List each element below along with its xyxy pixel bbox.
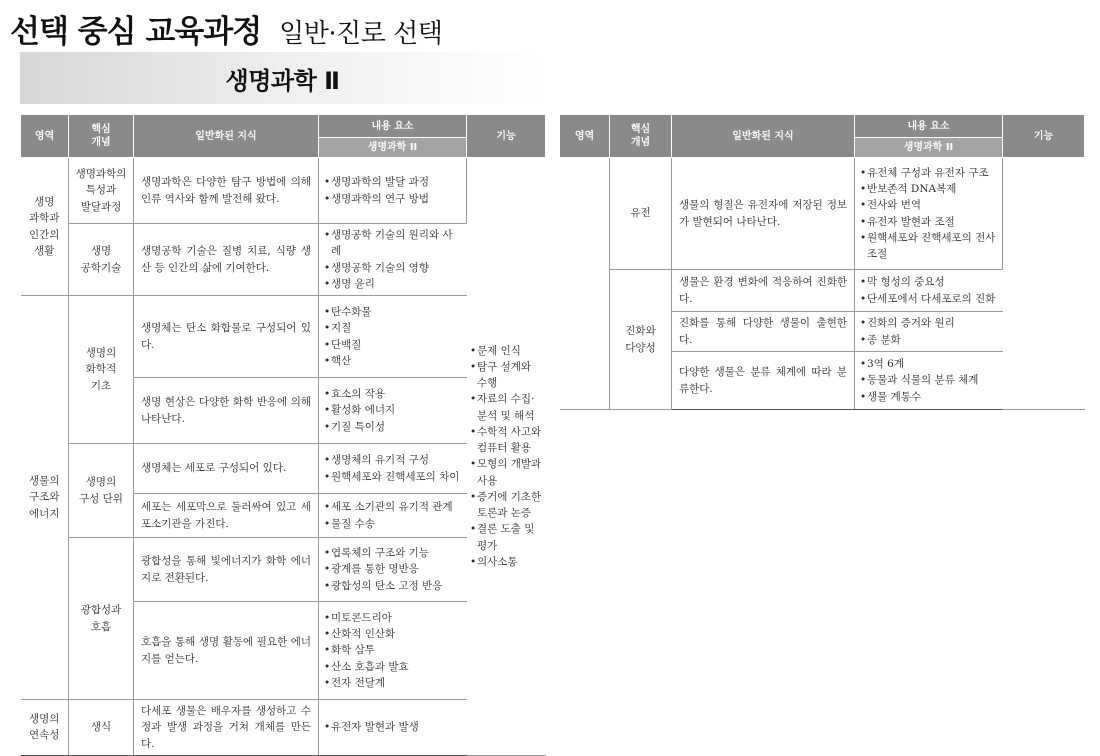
header-content-sub: 생명과학 II [855,138,1003,158]
list-item: • 핵산 [324,353,462,369]
knowledge-cell: 생명체는 세포로 구성되어 있다. [134,444,319,494]
concept-cell: 생명의 화학적 기초 [69,296,134,444]
list-item: • 물질 수송 [324,516,462,532]
list-item: • 미토콘드리아 [324,610,462,626]
list-item: • 생명과학의 연구 방법 [324,191,461,207]
knowledge-cell: 진화를 통해 다양한 생물이 출현한다. [672,312,855,352]
list-item: • 화학 삼투 [324,642,462,658]
list-item: • 반보존적 DNA복제 [860,181,997,197]
list-item: • 진화의 증거와 원리 [860,315,998,331]
list-item: • 지질 [324,320,462,336]
skill-item: • 수학적 사고와 컴퓨터 활용 [470,424,543,457]
list-item: • 광합성의 탄소 고정 반응 [324,578,462,594]
concept-cell: 생명 공학기술 [69,224,134,296]
knowledge-cell: 다세포 생물은 배우자를 생성하고 수정과 발생 과정을 거쳐 개체를 만든다. [134,700,319,756]
domain-cell [560,158,610,410]
curriculum-table-right [559,114,1085,410]
domain-cell: 생명 과학과 인간의 생활 [21,158,69,296]
knowledge-cell: 생명체는 탄소 화합물로 구성되어 있다. [134,296,319,378]
concept-cell: 생명의 구성 단위 [69,444,134,538]
list-item: • 활성화 에너지 [324,402,462,418]
subject-title: 생명과학 Ⅱ [225,67,340,95]
skills-cell [467,158,546,756]
knowledge-cell: 생명과학은 다양한 탐구 방법에 의해 인류 역사와 함께 발전해 왔다. [134,158,319,224]
list-item: • 단세포에서 다세포로의 진화 [860,291,998,307]
header-core-concept: 핵심 개념 [610,115,672,158]
page-title-sub: 일반·진로 선택 [279,19,443,49]
list-item: • 막 형성의 중요성 [860,274,998,290]
list-item: • 유전자 발현과 조절 [860,214,997,230]
subject-banner [20,52,545,104]
elements-cell [319,602,467,700]
knowledge-cell: 생명공학 기술은 질병 치료, 식량 생산 등 인간의 삶에 기여한다. [134,224,319,296]
concept-cell: 광합성과 호흡 [69,538,134,700]
domain-cell: 생명의 연속성 [21,700,69,756]
list-item: • 단백질 [324,337,462,353]
list-item: • 탄수화물 [324,304,462,320]
concept-cell: 생식 [69,700,134,756]
list-item: • 생명과학의 발달 과정 [324,174,461,190]
list-item: • 동물과 식물의 분류 체계 [860,372,998,388]
page-title [10,6,442,50]
list-item: • 광계를 통한 명반응 [324,561,462,577]
header-domain: 영역 [560,115,610,158]
table-row [21,158,546,224]
elements-cell [319,700,467,756]
table-body-left [21,158,546,756]
skill-item: • 결론 도출 및 평가 [470,521,543,554]
header-generalized-knowledge: 일반화된 지식 [134,115,319,158]
concept-cell: 생명과학의 특성과 발달과정 [69,158,134,224]
list-item: • 전사와 번역 [860,197,997,213]
elements-cell [319,494,467,538]
list-item: • 생명 윤리 [324,276,462,292]
curriculum-table-left [20,114,546,756]
list-item: • 산소 호흡과 발효 [324,659,462,675]
elements-cell [855,270,1003,312]
skill-item: • 증거에 기초한 토론과 논증 [470,489,543,522]
elements-cell [319,296,467,378]
concept-cell: 유전 [610,158,672,270]
header-generalized-knowledge: 일반화된 지식 [672,115,855,158]
knowledge-cell: 생물의 형질은 유전자에 저장된 정보가 발현되어 나타난다. [672,158,855,270]
header-skills: 기능 [1003,115,1085,158]
skill-item: • 의사소통 [470,554,543,570]
list-item: • 유전체 구성과 유전자 구조 [860,165,997,181]
list-item: • 엽록체의 구조와 기능 [324,545,462,561]
list-item: • 3역 6계 [860,356,998,372]
knowledge-cell: 다양한 생물은 분류 체계에 따라 분류한다. [672,352,855,410]
elements-cell [319,378,467,444]
list-item: • 원핵세포와 진핵세포의 전사 조절 [860,230,997,263]
elements-cell [319,538,467,602]
skills-cell-empty [1003,158,1085,410]
elements-cell [855,312,1003,352]
header-core-concept: 핵심 개념 [69,115,134,158]
list-item: • 생명공학 기술의 원리와 사례 [324,227,462,260]
elements-cell [855,352,1003,410]
knowledge-cell: 광합성을 통해 빛에너지가 화학 에너지로 전환된다. [134,538,319,602]
table-body-right [560,158,1085,410]
list-item: • 유전자 발현과 발생 [324,719,462,735]
list-item: • 효소의 작용 [324,386,462,402]
list-item: • 산화적 인산화 [324,626,462,642]
elements-cell [319,224,467,296]
knowledge-cell: 호흡을 통해 생명 활동에 필요한 에너지를 얻는다. [134,602,319,700]
knowledge-cell: 생명 현상은 다양한 화학 반응에 의해 나타난다. [134,378,319,444]
list-item: • 전자 전달계 [324,675,462,691]
skill-item: • 자료의 수집·분석 및 해석 [470,391,543,424]
elements-cell [319,444,467,494]
concept-cell: 진화와 다양성 [610,270,672,410]
header-skills: 기능 [467,115,546,158]
header-content-elements: 내용 요소 [319,115,467,138]
elements-cell [319,158,467,224]
list-item: • 생명체의 유기적 구성 [324,452,462,468]
header-domain: 영역 [21,115,69,158]
table-row [560,158,1085,270]
list-item: • 종 분화 [860,332,998,348]
domain-cell: 생물의 구조와 에너지 [21,296,69,700]
header-content-sub: 생명과학 II [319,138,467,158]
list-item: • 생물 계통수 [860,389,998,405]
skill-item: • 문제 인식 [470,343,543,359]
list-item: • 세포 소기관의 유기적 관계 [324,499,462,515]
list-item: • 생명공학 기술의 영향 [324,260,462,276]
skill-item: • 탐구 설계와 수행 [470,359,543,392]
page-title-main: 선택 중심 교육과정 [10,14,262,50]
elements-cell [855,158,1003,270]
skill-item: • 모형의 개발과 사용 [470,456,543,489]
list-item: • 원핵세포와 진핵세포의 차이 [324,469,462,485]
knowledge-cell: 세포는 세포막으로 둘러싸여 있고 세포소기관을 가진다. [134,494,319,538]
knowledge-cell: 생물은 환경 변화에 적응하여 진화한다. [672,270,855,312]
list-item: • 기질 특이성 [324,419,462,435]
header-content-elements: 내용 요소 [855,115,1003,138]
